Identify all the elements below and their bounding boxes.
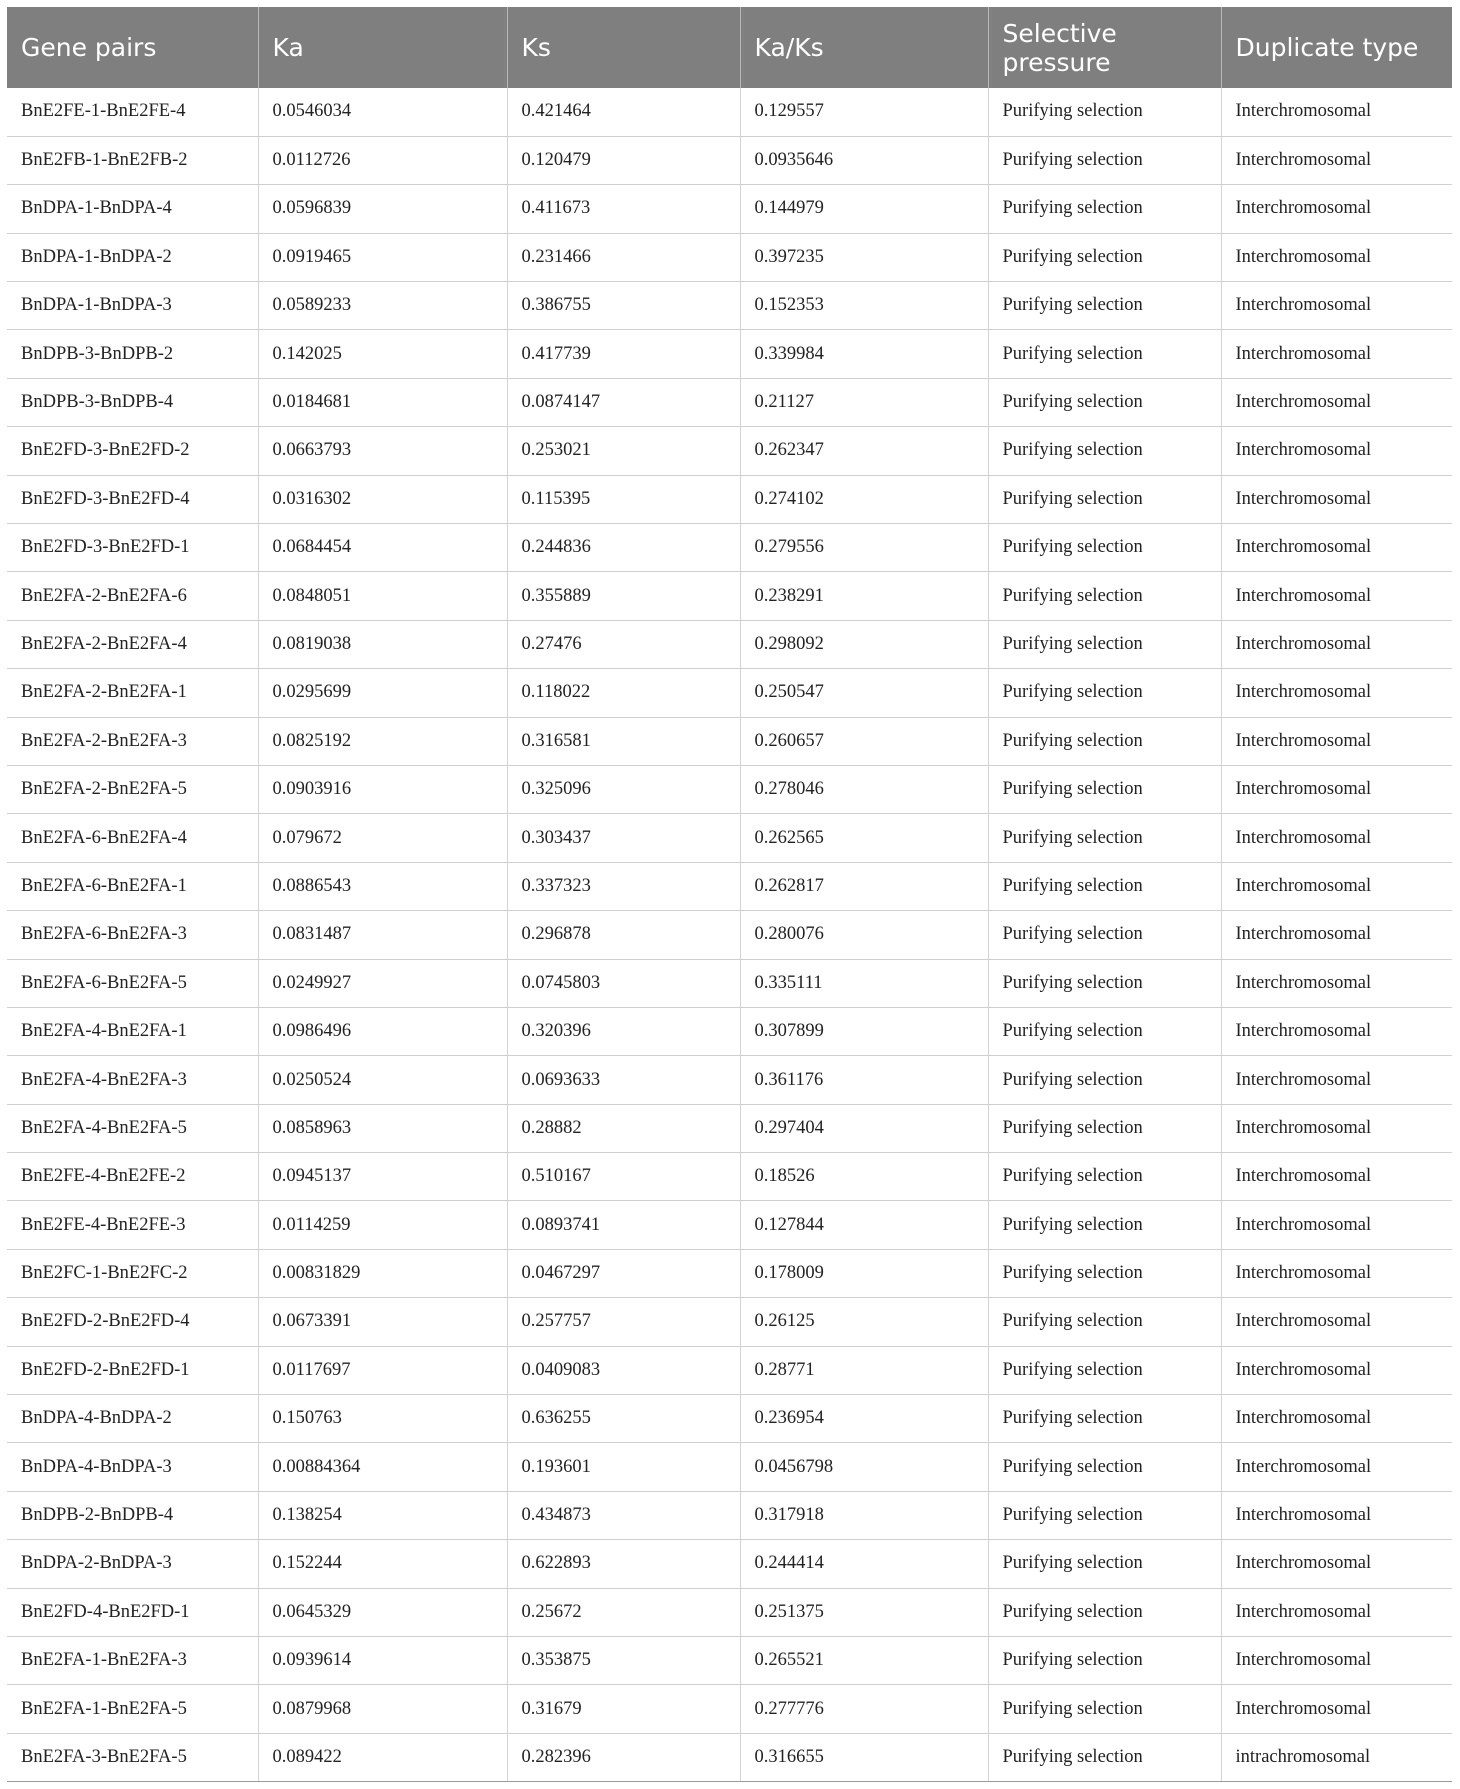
ks-cell: 0.316581: [507, 717, 740, 765]
table-row: [7, 1153, 1452, 1201]
ka-ks-cell: 0.28771: [740, 1346, 988, 1394]
ka-ks-cell: 0.152353: [740, 282, 988, 330]
selective-pressure-cell: Purifying selection: [988, 1491, 1221, 1539]
table-header: [7, 7, 1452, 88]
ka-ks-cell: 0.277776: [740, 1685, 988, 1733]
ks-cell: 0.320396: [507, 1007, 740, 1055]
ka-ks-cell: 0.244414: [740, 1540, 988, 1588]
gene-pair-cell: BnDPA-4-BnDPA-3: [7, 1443, 258, 1491]
ka-cell: 0.0546034: [258, 88, 507, 136]
ka-ks-cell: 0.18526: [740, 1153, 988, 1201]
ks-cell: 0.193601: [507, 1443, 740, 1491]
ka-cell: 0.0673391: [258, 1298, 507, 1346]
ka-cell: 0.0939614: [258, 1637, 507, 1685]
selective-pressure-cell: Purifying selection: [988, 1153, 1221, 1201]
table-row: [7, 669, 1452, 717]
ka-cell: 0.0945137: [258, 1153, 507, 1201]
ka-ks-cell: 0.279556: [740, 524, 988, 572]
ka-ks-cell: 0.262817: [740, 862, 988, 910]
gene-pair-cell: BnE2FB-1-BnE2FB-2: [7, 136, 258, 184]
duplicate-type-cell: Interchromosomal: [1221, 1395, 1452, 1443]
selective-pressure-cell: Purifying selection: [988, 1540, 1221, 1588]
duplicate-type-cell: Interchromosomal: [1221, 524, 1452, 572]
selective-pressure-cell: Purifying selection: [988, 1298, 1221, 1346]
ka-cell: 0.142025: [258, 330, 507, 378]
gene-pair-cell: BnE2FE-1-BnE2FE-4: [7, 88, 258, 136]
selective-pressure-cell: Purifying selection: [988, 765, 1221, 813]
ka-ks-cell: 0.26125: [740, 1298, 988, 1346]
ks-cell: 0.296878: [507, 911, 740, 959]
selective-pressure-cell: Purifying selection: [988, 378, 1221, 426]
duplicate-type-cell: Interchromosomal: [1221, 1007, 1452, 1055]
selective-pressure-cell: Purifying selection: [988, 620, 1221, 668]
selective-pressure-cell: Purifying selection: [988, 1733, 1221, 1781]
duplicate-type-cell: Interchromosomal: [1221, 1201, 1452, 1249]
gene-pair-cell: BnDPA-4-BnDPA-2: [7, 1395, 258, 1443]
table-row: [7, 136, 1452, 184]
ka-ks-cell: 0.316655: [740, 1733, 988, 1781]
selective-pressure-cell: Purifying selection: [988, 1685, 1221, 1733]
duplicate-type-cell: Interchromosomal: [1221, 1443, 1452, 1491]
header-ka-ks: Ka/Ks: [740, 7, 988, 88]
ka-cell: 0.089422: [258, 1733, 507, 1781]
ks-cell: 0.417739: [507, 330, 740, 378]
table-row: [7, 1637, 1452, 1685]
duplicate-type-cell: Interchromosomal: [1221, 911, 1452, 959]
duplicate-type-cell: Interchromosomal: [1221, 1588, 1452, 1636]
ks-cell: 0.0745803: [507, 959, 740, 1007]
duplicate-type-cell: Interchromosomal: [1221, 862, 1452, 910]
gene-pair-cell: BnDPA-2-BnDPA-3: [7, 1540, 258, 1588]
ka-ks-cell: 0.178009: [740, 1249, 988, 1297]
ks-cell: 0.411673: [507, 185, 740, 233]
gene-pair-cell: BnDPB-2-BnDPB-4: [7, 1491, 258, 1539]
selective-pressure-cell: Purifying selection: [988, 814, 1221, 862]
ka-cell: 0.00831829: [258, 1249, 507, 1297]
table-row: [7, 427, 1452, 475]
duplicate-type-cell: Interchromosomal: [1221, 185, 1452, 233]
ka-cell: 0.00884364: [258, 1443, 507, 1491]
duplicate-type-cell: Interchromosomal: [1221, 1298, 1452, 1346]
duplicate-type-cell: Interchromosomal: [1221, 1491, 1452, 1539]
table-row: [7, 378, 1452, 426]
table-row: [7, 1249, 1452, 1297]
header-ks: Ks: [507, 7, 740, 88]
ks-cell: 0.353875: [507, 1637, 740, 1685]
gene-pair-cell: BnE2FE-4-BnE2FE-3: [7, 1201, 258, 1249]
ka-ks-cell: 0.260657: [740, 717, 988, 765]
table-row: [7, 1201, 1452, 1249]
ks-cell: 0.28882: [507, 1104, 740, 1152]
duplicate-type-cell: Interchromosomal: [1221, 717, 1452, 765]
table-row: [7, 330, 1452, 378]
ka-ks-cell: 0.297404: [740, 1104, 988, 1152]
ks-cell: 0.25672: [507, 1588, 740, 1636]
duplicate-type-cell: Interchromosomal: [1221, 620, 1452, 668]
ka-cell: 0.0249927: [258, 959, 507, 1007]
duplicate-type-cell: Interchromosomal: [1221, 765, 1452, 813]
gene-pair-cell: BnE2FD-3-BnE2FD-4: [7, 475, 258, 523]
ka-ks-cell: 0.144979: [740, 185, 988, 233]
ks-cell: 0.0693633: [507, 1056, 740, 1104]
ka-ks-cell: 0.298092: [740, 620, 988, 668]
gene-pair-cell: BnE2FD-3-BnE2FD-1: [7, 524, 258, 572]
ks-cell: 0.337323: [507, 862, 740, 910]
selective-pressure-cell: Purifying selection: [988, 911, 1221, 959]
ks-cell: 0.253021: [507, 427, 740, 475]
ks-cell: 0.421464: [507, 88, 740, 136]
selective-pressure-cell: Purifying selection: [988, 330, 1221, 378]
ks-cell: 0.0467297: [507, 1249, 740, 1297]
duplicate-type-cell: Interchromosomal: [1221, 88, 1452, 136]
ks-cell: 0.257757: [507, 1298, 740, 1346]
ka-ks-cell: 0.278046: [740, 765, 988, 813]
ka-ks-cell: 0.361176: [740, 1056, 988, 1104]
ka-ks-cell: 0.129557: [740, 88, 988, 136]
ks-cell: 0.303437: [507, 814, 740, 862]
ks-cell: 0.31679: [507, 1685, 740, 1733]
selective-pressure-cell: Purifying selection: [988, 1056, 1221, 1104]
ka-cell: 0.0986496: [258, 1007, 507, 1055]
ka-ks-cell: 0.238291: [740, 572, 988, 620]
table-row: [7, 1443, 1452, 1491]
ka-cell: 0.0919465: [258, 233, 507, 281]
gene-pair-cell: BnE2FA-2-BnE2FA-6: [7, 572, 258, 620]
duplicate-type-cell: intrachromosomal: [1221, 1733, 1452, 1781]
ka-ks-cell: 0.307899: [740, 1007, 988, 1055]
ks-cell: 0.434873: [507, 1491, 740, 1539]
gene-pair-cell: BnDPB-3-BnDPB-2: [7, 330, 258, 378]
ka-ks-cell: 0.317918: [740, 1491, 988, 1539]
table-row: [7, 1346, 1452, 1394]
duplicate-type-cell: Interchromosomal: [1221, 1249, 1452, 1297]
table-row: [7, 1685, 1452, 1733]
ks-cell: 0.622893: [507, 1540, 740, 1588]
gene-pair-cell: BnE2FA-6-BnE2FA-1: [7, 862, 258, 910]
gene-pair-cell: BnE2FD-3-BnE2FD-2: [7, 427, 258, 475]
ka-cell: 0.150763: [258, 1395, 507, 1443]
gene-pair-cell: BnDPA-1-BnDPA-3: [7, 282, 258, 330]
gene-pair-cell: BnE2FE-4-BnE2FE-2: [7, 1153, 258, 1201]
gene-pair-cell: BnE2FA-6-BnE2FA-3: [7, 911, 258, 959]
table-row: [7, 717, 1452, 765]
gene-pair-cell: BnE2FA-2-BnE2FA-5: [7, 765, 258, 813]
duplicate-type-cell: Interchromosomal: [1221, 233, 1452, 281]
duplicate-type-cell: Interchromosomal: [1221, 814, 1452, 862]
table-row: [7, 1588, 1452, 1636]
table-row: [7, 233, 1452, 281]
gene-pair-cell: BnE2FA-4-BnE2FA-5: [7, 1104, 258, 1152]
ka-ks-cell: 0.0935646: [740, 136, 988, 184]
selective-pressure-cell: Purifying selection: [988, 427, 1221, 475]
ka-cell: 0.0886543: [258, 862, 507, 910]
table-row: [7, 1056, 1452, 1104]
kaks-table: [7, 7, 1452, 1782]
ka-cell: 0.138254: [258, 1491, 507, 1539]
table-row: [7, 1491, 1452, 1539]
ka-cell: 0.0184681: [258, 378, 507, 426]
gene-pair-cell: BnE2FC-1-BnE2FC-2: [7, 1249, 258, 1297]
selective-pressure-cell: Purifying selection: [988, 524, 1221, 572]
ks-cell: 0.0893741: [507, 1201, 740, 1249]
table-row: [7, 1395, 1452, 1443]
gene-pair-cell: BnE2FA-6-BnE2FA-5: [7, 959, 258, 1007]
ks-cell: 0.510167: [507, 1153, 740, 1201]
ks-cell: 0.636255: [507, 1395, 740, 1443]
selective-pressure-cell: Purifying selection: [988, 959, 1221, 1007]
ka-cell: 0.0316302: [258, 475, 507, 523]
ka-cell: 0.0596839: [258, 185, 507, 233]
ks-cell: 0.0874147: [507, 378, 740, 426]
ks-cell: 0.244836: [507, 524, 740, 572]
table-row: [7, 1007, 1452, 1055]
duplicate-type-cell: Interchromosomal: [1221, 427, 1452, 475]
ks-cell: 0.231466: [507, 233, 740, 281]
selective-pressure-cell: Purifying selection: [988, 475, 1221, 523]
ka-ks-cell: 0.250547: [740, 669, 988, 717]
gene-pair-cell: BnE2FA-3-BnE2FA-5: [7, 1733, 258, 1781]
ka-cell: 0.0117697: [258, 1346, 507, 1394]
gene-pair-cell: BnE2FA-2-BnE2FA-1: [7, 669, 258, 717]
gene-pair-cell: BnE2FD-2-BnE2FD-4: [7, 1298, 258, 1346]
ka-cell: 0.0858963: [258, 1104, 507, 1152]
duplicate-type-cell: Interchromosomal: [1221, 1056, 1452, 1104]
duplicate-type-cell: Interchromosomal: [1221, 475, 1452, 523]
selective-pressure-cell: Purifying selection: [988, 1443, 1221, 1491]
selective-pressure-cell: Purifying selection: [988, 136, 1221, 184]
gene-pair-cell: BnE2FD-2-BnE2FD-1: [7, 1346, 258, 1394]
ks-cell: 0.27476: [507, 620, 740, 668]
duplicate-type-cell: Interchromosomal: [1221, 282, 1452, 330]
selective-pressure-cell: Purifying selection: [988, 1588, 1221, 1636]
gene-pair-cell: BnE2FA-1-BnE2FA-3: [7, 1637, 258, 1685]
gene-pair-cell: BnE2FA-1-BnE2FA-5: [7, 1685, 258, 1733]
ka-ks-cell: 0.21127: [740, 378, 988, 426]
duplicate-type-cell: Interchromosomal: [1221, 330, 1452, 378]
duplicate-type-cell: Interchromosomal: [1221, 1540, 1452, 1588]
table-row: [7, 88, 1452, 136]
header-duplicate-type: Duplicate type: [1221, 7, 1452, 88]
ks-cell: 0.325096: [507, 765, 740, 813]
ka-cell: 0.0250524: [258, 1056, 507, 1104]
duplicate-type-cell: Interchromosomal: [1221, 1637, 1452, 1685]
ka-cell: 0.079672: [258, 814, 507, 862]
ka-cell: 0.152244: [258, 1540, 507, 1588]
ks-cell: 0.355889: [507, 572, 740, 620]
ka-ks-cell: 0.262565: [740, 814, 988, 862]
ka-cell: 0.0684454: [258, 524, 507, 572]
selective-pressure-cell: Purifying selection: [988, 88, 1221, 136]
ka-cell: 0.0295699: [258, 669, 507, 717]
ks-cell: 0.120479: [507, 136, 740, 184]
duplicate-type-cell: Interchromosomal: [1221, 1685, 1452, 1733]
table-row: [7, 814, 1452, 862]
table-row: [7, 572, 1452, 620]
ka-ks-cell: 0.262347: [740, 427, 988, 475]
selective-pressure-cell: Purifying selection: [988, 185, 1221, 233]
selective-pressure-cell: Purifying selection: [988, 572, 1221, 620]
table-row: [7, 185, 1452, 233]
selective-pressure-cell: Purifying selection: [988, 717, 1221, 765]
table-row: [7, 765, 1452, 813]
ka-cell: 0.0114259: [258, 1201, 507, 1249]
ka-ks-cell: 0.397235: [740, 233, 988, 281]
gene-pair-cell: BnE2FA-2-BnE2FA-3: [7, 717, 258, 765]
ka-cell: 0.0645329: [258, 1588, 507, 1636]
selective-pressure-cell: Purifying selection: [988, 233, 1221, 281]
gene-pair-cell: BnDPB-3-BnDPB-4: [7, 378, 258, 426]
ka-cell: 0.0819038: [258, 620, 507, 668]
table-row: [7, 959, 1452, 1007]
selective-pressure-cell: Purifying selection: [988, 282, 1221, 330]
ka-cell: 0.0663793: [258, 427, 507, 475]
ka-cell: 0.0825192: [258, 717, 507, 765]
ks-cell: 0.118022: [507, 669, 740, 717]
header-ka: Ka: [258, 7, 507, 88]
table-row: [7, 1733, 1452, 1781]
selective-pressure-cell: Purifying selection: [988, 669, 1221, 717]
selective-pressure-cell: Purifying selection: [988, 1201, 1221, 1249]
gene-pair-cell: BnE2FA-4-BnE2FA-3: [7, 1056, 258, 1104]
duplicate-type-cell: Interchromosomal: [1221, 669, 1452, 717]
selective-pressure-cell: Purifying selection: [988, 862, 1221, 910]
ka-cell: 0.0848051: [258, 572, 507, 620]
selective-pressure-cell: Purifying selection: [988, 1637, 1221, 1685]
table-row: [7, 862, 1452, 910]
duplicate-type-cell: Interchromosomal: [1221, 1346, 1452, 1394]
ks-cell: 0.386755: [507, 282, 740, 330]
duplicate-type-cell: Interchromosomal: [1221, 378, 1452, 426]
table-row: [7, 282, 1452, 330]
header-row: [7, 7, 1452, 88]
duplicate-type-cell: Interchromosomal: [1221, 572, 1452, 620]
selective-pressure-cell: Purifying selection: [988, 1346, 1221, 1394]
duplicate-type-cell: Interchromosomal: [1221, 1104, 1452, 1152]
ks-cell: 0.282396: [507, 1733, 740, 1781]
header-gene-pairs: Gene pairs: [7, 7, 258, 88]
gene-pair-cell: BnE2FA-4-BnE2FA-1: [7, 1007, 258, 1055]
ka-ks-cell: 0.280076: [740, 911, 988, 959]
table-body: [7, 88, 1452, 1782]
ka-ks-cell: 0.339984: [740, 330, 988, 378]
selective-pressure-cell: Purifying selection: [988, 1249, 1221, 1297]
ka-ks-cell: 0.236954: [740, 1395, 988, 1443]
ka-cell: 0.0112726: [258, 136, 507, 184]
gene-pair-cell: BnE2FA-6-BnE2FA-4: [7, 814, 258, 862]
gene-pair-cell: BnDPA-1-BnDPA-2: [7, 233, 258, 281]
gene-pair-cell: BnE2FD-4-BnE2FD-1: [7, 1588, 258, 1636]
ka-ks-cell: 0.335111: [740, 959, 988, 1007]
ka-cell: 0.0903916: [258, 765, 507, 813]
ks-cell: 0.0409083: [507, 1346, 740, 1394]
table-row: [7, 475, 1452, 523]
data-table-container: [7, 7, 1452, 1782]
duplicate-type-cell: Interchromosomal: [1221, 1153, 1452, 1201]
table-row: [7, 620, 1452, 668]
header-selective-pressure: Selective pressure: [988, 7, 1221, 88]
table-row: [7, 524, 1452, 572]
gene-pair-cell: BnDPA-1-BnDPA-4: [7, 185, 258, 233]
ka-ks-cell: 0.127844: [740, 1201, 988, 1249]
ka-ks-cell: 0.265521: [740, 1637, 988, 1685]
selective-pressure-cell: Purifying selection: [988, 1104, 1221, 1152]
ka-cell: 0.0879968: [258, 1685, 507, 1733]
selective-pressure-cell: Purifying selection: [988, 1007, 1221, 1055]
table-row: [7, 1540, 1452, 1588]
ka-cell: 0.0831487: [258, 911, 507, 959]
table-row: [7, 1104, 1452, 1152]
ka-ks-cell: 0.251375: [740, 1588, 988, 1636]
duplicate-type-cell: Interchromosomal: [1221, 959, 1452, 1007]
duplicate-type-cell: Interchromosomal: [1221, 136, 1452, 184]
table-row: [7, 911, 1452, 959]
ka-ks-cell: 0.0456798: [740, 1443, 988, 1491]
table-row: [7, 1298, 1452, 1346]
ks-cell: 0.115395: [507, 475, 740, 523]
ka-cell: 0.0589233: [258, 282, 507, 330]
gene-pair-cell: BnE2FA-2-BnE2FA-4: [7, 620, 258, 668]
ka-ks-cell: 0.274102: [740, 475, 988, 523]
selective-pressure-cell: Purifying selection: [988, 1395, 1221, 1443]
